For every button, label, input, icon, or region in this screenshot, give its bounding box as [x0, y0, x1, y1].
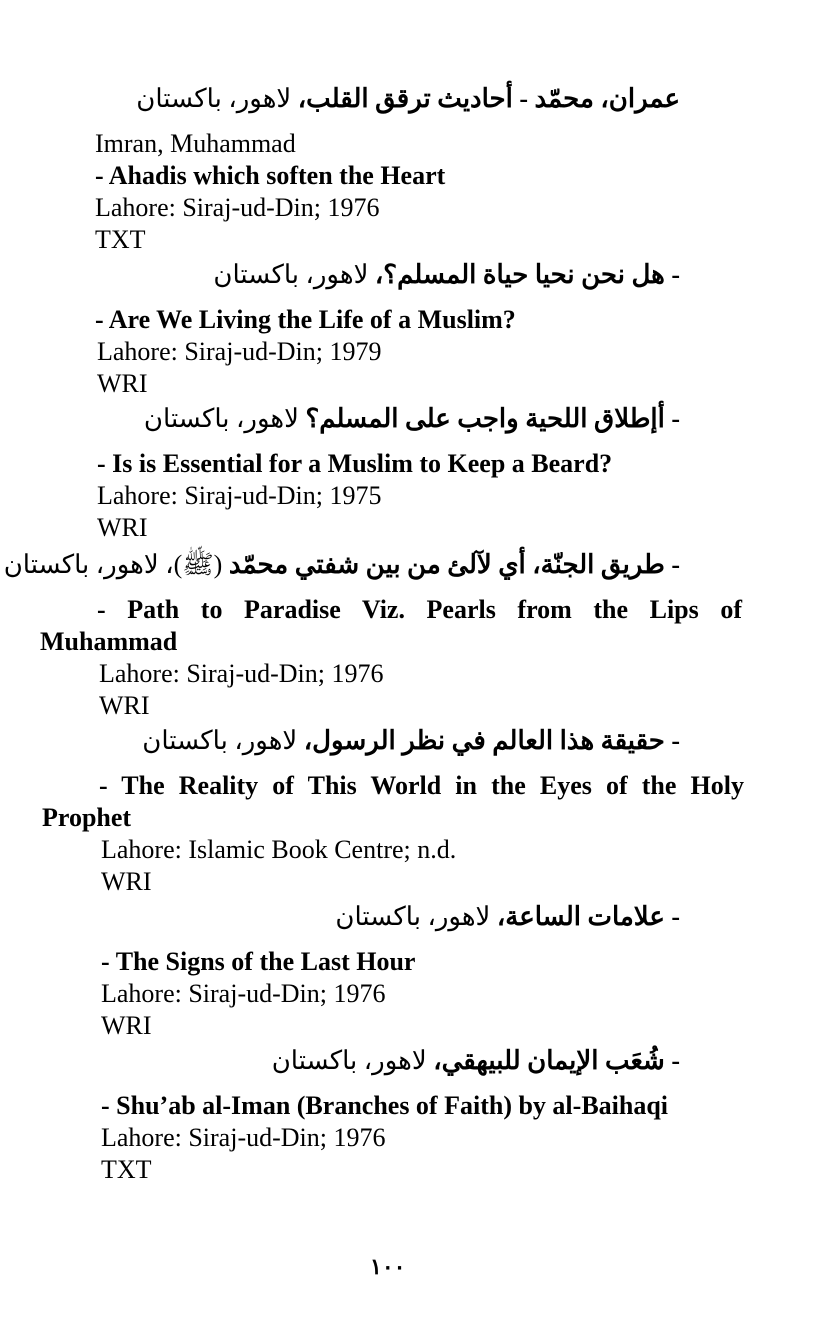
- entry-publisher: Lahore: Siraj-ud-Din; 1976: [101, 1123, 386, 1152]
- entry-code: WRI: [101, 1011, 152, 1040]
- entry-arabic-title: - طريق الجنّة، أي لآلئ من بين شفتي محمّد (ﷺ)، لاهور، باكستان: [3, 550, 680, 579]
- entry-code: WRI: [99, 691, 150, 720]
- page-number: ١٠٠: [370, 1254, 406, 1279]
- entry-arabic-title: - أإطلاق اللحية واجب على المسلم؟ لاهور، باكستان: [143, 404, 680, 433]
- entry-publisher: Lahore: Siraj-ud-Din; 1976: [99, 659, 384, 688]
- entry-arabic-title: - شُعَب الإيمان للبيهقي، لاهور، باكستان: [271, 1046, 680, 1075]
- entry-title: - Is is Essential for a Muslim to Keep a Beard?: [97, 449, 613, 478]
- entry-arabic-title: - هل نحن نحيا حياة المسلم؟، لاهور، باكستان: [213, 260, 680, 289]
- entry-publisher: Lahore: Siraj-ud-Din; 1979: [97, 337, 382, 366]
- entry-title-continuation: Muhammad: [40, 627, 178, 656]
- entry-title: - The Signs of the Last Hour: [101, 947, 416, 976]
- entry-code: TXT: [101, 1155, 152, 1184]
- entry-publisher: Lahore: Islamic Book Centre; n.d.: [101, 835, 457, 864]
- entry-arabic-title: - علامات الساعة، لاهور، باكستان: [335, 902, 680, 931]
- entry-publisher: Lahore: Siraj-ud-Din; 1976: [95, 193, 380, 222]
- entry-title: - Shu’ab al-Iman (Branches of Faith) by al-Baihaqi: [101, 1091, 669, 1120]
- entry-title-continuation: Prophet: [42, 803, 132, 832]
- entry-publisher: Lahore: Siraj-ud-Din; 1976: [101, 979, 386, 1008]
- entry-code: WRI: [97, 513, 148, 542]
- entry-title: - Are We Living the Life of a Muslim?: [95, 305, 516, 334]
- entry-title: - Ahadis which soften the Heart: [95, 161, 446, 190]
- entry-arabic-title: عمران، محمّد - أحاديث ترقق القلب، لاهور، باكستان: [136, 84, 680, 113]
- entry-author: Imran, Muhammad: [95, 129, 296, 158]
- entry-code: TXT: [95, 225, 146, 254]
- entry-code: WRI: [101, 867, 152, 896]
- entry-title: - Path to Paradise Viz. Pearls from the Lips of: [97, 595, 742, 624]
- entry-code: WRI: [97, 369, 148, 398]
- entry-publisher: Lahore: Siraj-ud-Din; 1975: [97, 481, 382, 510]
- entry-title: - The Reality of This World in the Eyes of the Holy: [99, 771, 744, 800]
- entry-arabic-title: - حقيقة هذا العالم في نظر الرسول، لاهور، باكستان: [142, 726, 680, 755]
